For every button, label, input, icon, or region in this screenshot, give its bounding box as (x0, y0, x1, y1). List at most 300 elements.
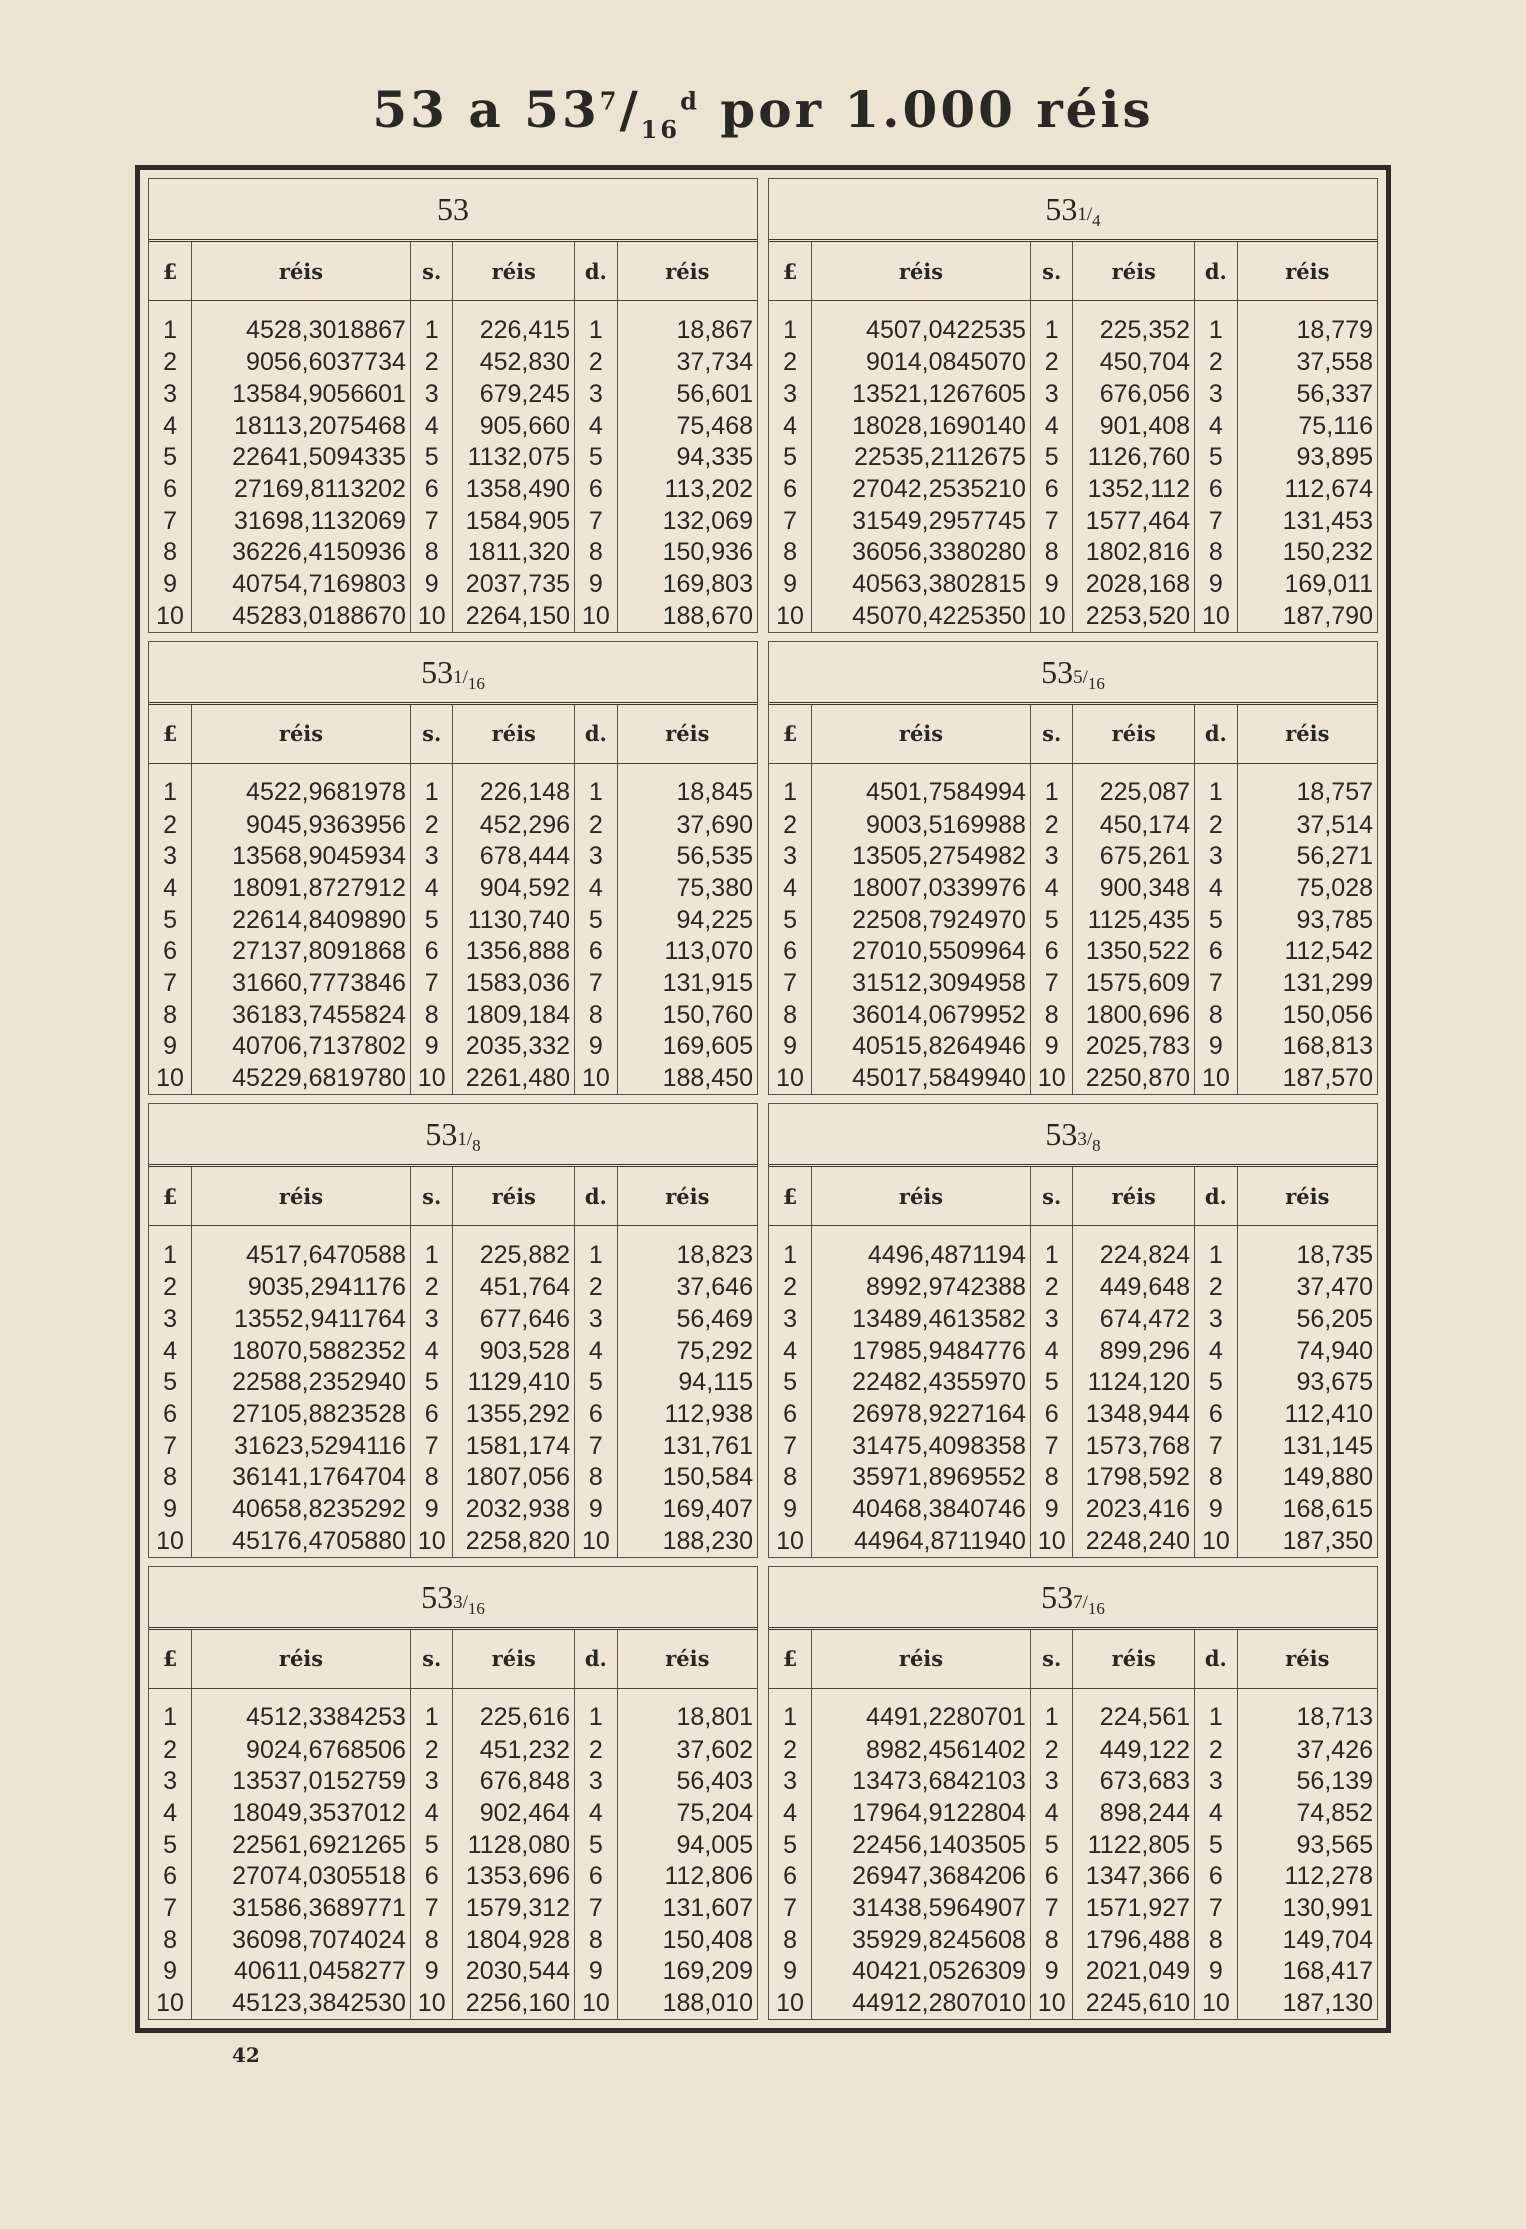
header-row (769, 1630, 1377, 1689)
unit-cell: 8 (410, 999, 453, 1031)
table-row (769, 1734, 1377, 1766)
reis-cell: 40754,7169803 (192, 568, 411, 600)
unit-cell: 7 (769, 505, 812, 537)
reis-cell: 75,116 (1298, 411, 1373, 440)
unit-cell: 3 (149, 1303, 192, 1335)
rate-fraction-numerator: 5 (1073, 666, 1083, 688)
reis-cell: 37,602 (676, 1735, 753, 1764)
unit-cell: 9 (1195, 568, 1238, 600)
reis-cell: 31623,5294116 (192, 1430, 411, 1462)
unit-cell: 10 (1030, 1062, 1073, 1094)
reis-cell: 18,823 (676, 1240, 753, 1269)
unit-cell: 1 (1195, 763, 1238, 809)
unit-cell: 9 (1195, 1493, 1238, 1525)
column-header: s. (410, 1630, 453, 1689)
reis-cell: 74,940 (1296, 1336, 1373, 1365)
unit-cell: 9 (410, 568, 453, 600)
reis-cell: 13584,9056601 (192, 378, 411, 410)
unit-cell: 7 (149, 1430, 192, 1462)
reis-cell: 1577,464 (1073, 505, 1195, 537)
column-header: s. (410, 242, 453, 301)
reis-cell: 450,704 (1073, 346, 1195, 378)
unit-cell: 6 (769, 936, 812, 968)
reis-cell: 4522,9681978 (192, 763, 411, 809)
table-row (769, 473, 1377, 505)
reis-cell: 37,646 (676, 1273, 753, 1302)
unit-cell: 1 (575, 1226, 618, 1272)
column-header: réis (453, 705, 575, 764)
column-header: £ (149, 1167, 192, 1226)
table-row (149, 473, 757, 505)
table-row (769, 1226, 1377, 1272)
unit-cell: 7 (575, 1892, 618, 1924)
unit-cell: 2 (149, 1271, 192, 1303)
reis-cell: 13537,0152759 (192, 1766, 411, 1798)
unit-cell: 2 (1195, 346, 1238, 378)
reis-cell: 226,415 (453, 301, 575, 347)
reis-cell: 75,028 (1296, 874, 1373, 902)
rate-fraction-numerator: 1 (1077, 204, 1087, 225)
unit-cell: 6 (149, 473, 192, 505)
table-row (149, 1892, 757, 1924)
reis-cell: 1125,435 (1073, 904, 1195, 936)
unit-cell: 8 (769, 536, 812, 568)
table-row (769, 1688, 1377, 1734)
reis-cell: 225,616 (453, 1688, 575, 1734)
unit-cell: 5 (575, 1829, 618, 1861)
reis-cell: 31698,1132069 (192, 505, 411, 537)
reis-cell: 451,232 (453, 1734, 575, 1766)
reis-cell: 1126,760 (1073, 441, 1195, 473)
reis-cell: 13552,9411764 (192, 1303, 411, 1335)
reis-cell: 224,561 (1073, 1688, 1195, 1734)
unit-cell: 4 (1030, 872, 1073, 904)
table-row (769, 1829, 1377, 1861)
unit-cell: 1 (1195, 1226, 1238, 1272)
unit-cell: 5 (410, 441, 453, 473)
reis-cell: 1356,888 (453, 936, 575, 968)
reis-cell: 56,271 (1296, 842, 1373, 871)
unit-cell: 1 (1030, 763, 1073, 809)
reis-cell: 2021,049 (1073, 1956, 1195, 1988)
reis-cell: 225,352 (1073, 301, 1195, 347)
reis-cell: 112,542 (1284, 937, 1373, 966)
unit-cell: 7 (1030, 1430, 1073, 1462)
reis-cell: 74,852 (1296, 1799, 1373, 1827)
rate-title: 531/8 (149, 1104, 757, 1167)
conversion-table (769, 1167, 1377, 1557)
reis-cell: 27105,8823528 (192, 1398, 411, 1430)
unit-cell: 10 (1195, 1987, 1238, 2019)
unit-cell: 8 (769, 1924, 812, 1956)
unit-cell: 2 (149, 809, 192, 841)
reis-cell: 450,174 (1073, 809, 1195, 841)
reis-cell: 2261,480 (453, 1062, 575, 1094)
unit-cell: 3 (769, 841, 812, 873)
table-row (769, 1303, 1377, 1335)
unit-cell: 5 (575, 904, 618, 936)
reis-cell: 45229,6819780 (192, 1062, 411, 1094)
column-header: d. (1195, 242, 1238, 301)
column-header: réis (617, 242, 757, 301)
unit-cell: 7 (410, 1892, 453, 1924)
unit-cell: 3 (149, 378, 192, 410)
unit-cell: 10 (575, 600, 618, 632)
table-row (769, 1987, 1377, 2019)
reis-cell: 168,615 (1282, 1494, 1373, 1523)
table-row (149, 872, 757, 904)
unit-cell: 9 (149, 1493, 192, 1525)
unit-cell: 7 (410, 967, 453, 999)
unit-cell: 2 (575, 1734, 618, 1766)
reis-cell: 22641,5094335 (192, 441, 411, 473)
reis-cell: 169,803 (662, 569, 753, 598)
unit-cell: 6 (410, 936, 453, 968)
unit-cell: 2 (410, 346, 453, 378)
reis-cell: 13473,6842103 (812, 1766, 1031, 1798)
table-row (149, 600, 757, 632)
reis-cell: 150,584 (662, 1463, 753, 1492)
reis-cell: 1353,696 (453, 1861, 575, 1893)
reis-cell: 675,261 (1073, 841, 1195, 873)
table-row (769, 536, 1377, 568)
column-header: réis (453, 1167, 575, 1226)
reis-cell: 904,592 (453, 872, 575, 904)
table-row (149, 1366, 757, 1398)
table-row (769, 999, 1377, 1031)
reis-cell: 1798,592 (1073, 1461, 1195, 1493)
unit-cell: 5 (575, 441, 618, 473)
unit-cell: 5 (769, 441, 812, 473)
table-row (149, 1062, 757, 1094)
unit-cell: 5 (769, 1366, 812, 1398)
reis-cell: 36056,3380280 (812, 536, 1031, 568)
reis-cell: 35929,8245608 (812, 1924, 1031, 1956)
unit-cell: 8 (410, 1924, 453, 1956)
reis-cell: 36226,4150936 (192, 536, 411, 568)
table-row (149, 1924, 757, 1956)
unit-cell: 7 (575, 967, 618, 999)
unit-cell: 9 (149, 568, 192, 600)
unit-cell: 3 (149, 1766, 192, 1798)
unit-cell: 10 (1030, 1525, 1073, 1557)
unit-cell: 2 (1030, 809, 1073, 841)
reis-cell: 131,299 (1282, 969, 1373, 998)
column-header: réis (1073, 242, 1195, 301)
unit-cell: 2 (149, 346, 192, 378)
unit-cell: 8 (769, 1461, 812, 1493)
reis-cell: 169,209 (662, 1957, 753, 1986)
unit-cell: 3 (575, 841, 618, 873)
reis-cell: 31549,2957745 (812, 505, 1031, 537)
unit-cell: 9 (1030, 1956, 1073, 1988)
reis-cell: 36098,7074024 (192, 1924, 411, 1956)
reis-cell: 9003,5169988 (812, 809, 1031, 841)
reis-cell: 2028,168 (1073, 568, 1195, 600)
reis-cell: 27074,0305518 (192, 1861, 411, 1893)
unit-cell: 2 (410, 809, 453, 841)
unit-cell: 2 (149, 1734, 192, 1766)
table-row (149, 904, 757, 936)
reis-cell: 93,675 (1296, 1368, 1373, 1397)
unit-cell: 5 (149, 1366, 192, 1398)
unit-cell: 9 (149, 1031, 192, 1063)
reis-cell: 224,824 (1073, 1226, 1195, 1272)
table-row (769, 809, 1377, 841)
unit-cell: 4 (575, 872, 618, 904)
rate-fraction-numerator: 3 (1077, 1129, 1087, 1150)
rate-fraction-numerator: 1 (453, 666, 463, 688)
column-header: réis (192, 1630, 411, 1689)
table-row (769, 1366, 1377, 1398)
page-title: 53 a $53^7/_{16}^d$ por 1.000 réis (372, 80, 1154, 144)
unit-cell: 9 (575, 1493, 618, 1525)
unit-cell: 9 (410, 1956, 453, 1988)
reis-cell: 168,417 (1282, 1957, 1373, 1986)
table-row (149, 346, 757, 378)
reis-cell: 2032,938 (453, 1493, 575, 1525)
unit-cell: 1 (410, 763, 453, 809)
unit-cell: 1 (410, 1688, 453, 1734)
reis-cell: 226,148 (453, 763, 575, 809)
column-header: s. (1030, 705, 1073, 764)
rate-integer: 53 (425, 1116, 458, 1152)
rate-fraction-denominator: 8 (472, 1136, 481, 1155)
unit-cell: 10 (769, 1062, 812, 1094)
unit-cell: 3 (769, 1766, 812, 1798)
unit-cell: 6 (575, 936, 618, 968)
reis-cell: 1358,490 (453, 473, 575, 505)
unit-cell: 6 (575, 473, 618, 505)
reis-cell: 112,410 (1284, 1399, 1373, 1428)
table-row (769, 1956, 1377, 1988)
unit-cell: 2 (1030, 1734, 1073, 1766)
unit-cell: 1 (1030, 1688, 1073, 1734)
unit-cell: 7 (410, 1430, 453, 1462)
table-row (769, 1493, 1377, 1525)
reis-cell: 677,646 (453, 1303, 575, 1335)
table-row (149, 1956, 757, 1988)
unit-cell: 6 (410, 473, 453, 505)
reis-cell: 676,056 (1073, 378, 1195, 410)
reis-cell: 678,444 (453, 841, 575, 873)
unit-cell: 6 (769, 1861, 812, 1893)
reis-cell: 4517,6470588 (192, 1226, 411, 1272)
reis-cell: 56,403 (676, 1767, 753, 1796)
reis-cell: 18007,0339976 (812, 872, 1031, 904)
reis-cell: 187,350 (1282, 1526, 1373, 1555)
reis-cell: 18070,5882352 (192, 1335, 411, 1367)
table-row (149, 410, 757, 442)
column-header: réis (617, 1167, 757, 1226)
unit-cell: 6 (149, 1398, 192, 1430)
conversion-table-frame (135, 165, 1391, 2033)
rate-integer: 53 (1045, 1116, 1078, 1152)
unit-cell: 4 (575, 410, 618, 442)
column-header: £ (149, 705, 192, 764)
unit-cell: 8 (1195, 536, 1238, 568)
reis-cell: 188,230 (662, 1526, 753, 1555)
unit-cell: 7 (1195, 505, 1238, 537)
rate-integer: 53 (437, 191, 469, 227)
unit-cell: 8 (149, 1461, 192, 1493)
unit-cell: 5 (1030, 904, 1073, 936)
table-row (149, 1525, 757, 1557)
unit-cell: 10 (1195, 600, 1238, 632)
table-row (149, 568, 757, 600)
reis-cell: 168,813 (1282, 1032, 1373, 1061)
table-row (769, 378, 1377, 410)
unit-cell: 1 (769, 301, 812, 347)
table-row (149, 1766, 757, 1798)
reis-cell: 9035,2941176 (192, 1271, 411, 1303)
rate-block (148, 641, 758, 1096)
unit-cell: 2 (1195, 809, 1238, 841)
rate-block (768, 1103, 1378, 1558)
rate-title: 537/16 (769, 1567, 1377, 1630)
unit-cell: 9 (769, 568, 812, 600)
reis-cell: 169,011 (1284, 569, 1373, 598)
table-row (769, 410, 1377, 442)
unit-cell: 3 (410, 841, 453, 873)
unit-cell: 5 (1195, 1366, 1238, 1398)
table-row (149, 378, 757, 410)
reis-cell: 1809,184 (453, 999, 575, 1031)
unit-cell: 6 (575, 1861, 618, 1893)
column-header: réis (1073, 705, 1195, 764)
reis-cell: 37,558 (1296, 348, 1373, 377)
reis-cell: 449,648 (1073, 1271, 1195, 1303)
table-row (149, 1398, 757, 1430)
title-post: por 1.000 réis (699, 80, 1154, 139)
column-header: s. (1030, 242, 1073, 301)
reis-cell: 18,713 (1296, 1703, 1373, 1732)
header-row (769, 705, 1377, 764)
reis-cell: 9014,0845070 (812, 346, 1031, 378)
reis-cell: 75,468 (676, 411, 753, 440)
unit-cell: 9 (769, 1493, 812, 1525)
reis-cell: 56,535 (676, 842, 753, 871)
reis-cell: 187,790 (1282, 601, 1373, 630)
column-header: d. (575, 242, 618, 301)
table-row (769, 904, 1377, 936)
reis-cell: 8992,9742388 (812, 1271, 1031, 1303)
table-row (769, 841, 1377, 873)
reis-cell: 93,895 (1296, 443, 1373, 472)
reis-cell: 452,830 (453, 346, 575, 378)
unit-cell: 3 (1195, 378, 1238, 410)
reis-cell: 18,757 (1296, 778, 1373, 807)
unit-cell: 9 (1195, 1031, 1238, 1063)
reis-cell: 37,514 (1296, 810, 1373, 839)
reis-cell: 112,674 (1284, 474, 1373, 503)
unit-cell: 3 (1195, 1766, 1238, 1798)
unit-cell: 10 (149, 600, 192, 632)
unit-cell: 4 (769, 872, 812, 904)
unit-cell: 5 (769, 1829, 812, 1861)
unit-cell: 4 (769, 1797, 812, 1829)
reis-cell: 31512,3094958 (812, 967, 1031, 999)
reis-cell: 679,245 (453, 378, 575, 410)
reis-cell: 2264,150 (453, 600, 575, 632)
unit-cell: 8 (575, 536, 618, 568)
column-header: £ (769, 705, 812, 764)
reis-cell: 4528,3018867 (192, 301, 411, 347)
reis-cell: 27042,2535210 (812, 473, 1031, 505)
reis-cell: 40421,0526309 (812, 1956, 1031, 1988)
unit-cell: 7 (1195, 1892, 1238, 1924)
reis-cell: 13521,1267605 (812, 378, 1031, 410)
conversion-table (149, 705, 757, 1095)
unit-cell: 4 (149, 872, 192, 904)
unit-cell: 4 (575, 1335, 618, 1367)
rate-integer: 53 (421, 1578, 454, 1615)
reis-cell: 674,472 (1073, 1303, 1195, 1335)
unit-cell: 5 (1030, 441, 1073, 473)
table-row (149, 1797, 757, 1829)
reis-cell: 4512,3384253 (192, 1688, 411, 1734)
table-row (149, 505, 757, 537)
unit-cell: 4 (410, 410, 453, 442)
column-header: £ (769, 242, 812, 301)
unit-cell: 3 (575, 378, 618, 410)
unit-cell: 10 (769, 600, 812, 632)
unit-cell: 4 (149, 410, 192, 442)
reis-cell: 150,232 (1282, 538, 1373, 567)
rate-title (149, 179, 757, 242)
reis-cell: 75,204 (676, 1799, 753, 1827)
reis-cell: 2023,416 (1073, 1493, 1195, 1525)
column-header: réis (812, 705, 1031, 764)
rate-fraction-denominator: 16 (1087, 673, 1105, 693)
table-row (769, 1398, 1377, 1430)
rate-integer: 53 (1041, 1578, 1074, 1615)
unit-cell: 10 (1195, 1062, 1238, 1094)
reis-cell: 900,348 (1073, 872, 1195, 904)
column-header: réis (1073, 1167, 1195, 1226)
unit-cell: 2 (575, 809, 618, 841)
unit-cell: 3 (769, 1303, 812, 1335)
unit-cell: 10 (410, 600, 453, 632)
reis-cell: 1575,609 (1073, 967, 1195, 999)
unit-cell: 5 (149, 1829, 192, 1861)
unit-cell: 10 (769, 1525, 812, 1557)
unit-cell: 8 (149, 999, 192, 1031)
table-row (769, 1797, 1377, 1829)
reis-cell: 31660,7773846 (192, 967, 411, 999)
unit-cell: 8 (410, 536, 453, 568)
reis-cell: 225,882 (453, 1226, 575, 1272)
unit-cell: 4 (769, 1335, 812, 1367)
column-header: d. (1195, 1167, 1238, 1226)
reis-cell: 35971,8969552 (812, 1461, 1031, 1493)
rate-block (768, 641, 1378, 1096)
table-row (149, 441, 757, 473)
table-row (149, 763, 757, 809)
unit-cell: 4 (769, 410, 812, 442)
reis-cell: 451,764 (453, 1271, 575, 1303)
unit-cell: 4 (1195, 872, 1238, 904)
unit-cell: 10 (149, 1525, 192, 1557)
table-row (769, 872, 1377, 904)
rate-fraction-denominator: 4 (1092, 211, 1101, 230)
unit-cell: 3 (1030, 841, 1073, 873)
table-row (149, 301, 757, 347)
reis-cell: 18049,3537012 (192, 1797, 411, 1829)
table-row (769, 1430, 1377, 1462)
unit-cell: 8 (1030, 1924, 1073, 1956)
rate-title: 533/16 (149, 1567, 757, 1630)
